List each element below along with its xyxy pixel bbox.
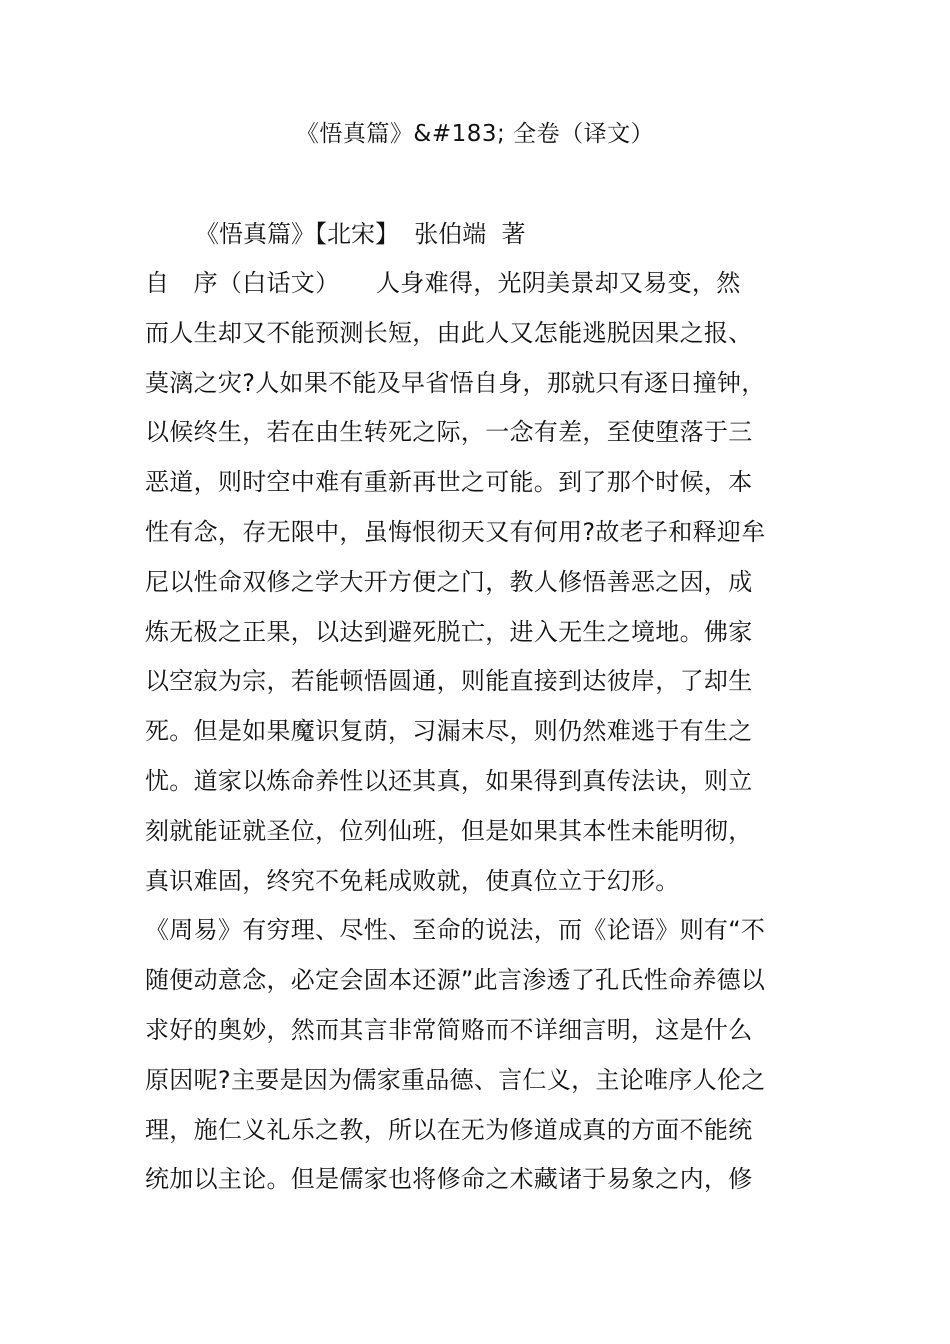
- text-line: 以候终生，若在由生转死之际，一念有差，至使堕落于三: [145, 418, 753, 447]
- text-line: 以空寂为宗，若能顿悟圆通，则能直接到达彼岸，了却生: [145, 667, 753, 696]
- text-line: 恶道，则时空中难有重新再世之可能。到了那个时候，本: [145, 468, 753, 497]
- text-line: 而人生却又不能预测长短，由此人又怎能逃脱因果之报、: [145, 318, 753, 347]
- text-line: 死。但是如果魔识复荫，习漏末尽，则仍然难逃于有生之: [145, 717, 753, 746]
- text-line: 尼以性命双修之学大开方便之门，教人修悟善恶之因，成: [145, 567, 753, 596]
- document-title: 《悟真篇》&#183; 全卷（译文）: [295, 121, 655, 147]
- text-line: 忧。道家以炼命养性以还其真，如果得到真传法诀，则立: [145, 766, 753, 795]
- text-line: 炼无极之正果，以达到避死脱亡，进入无生之境地。佛家: [145, 617, 753, 646]
- text-line: 性有念，存无限中，虽悔恨彻天又有何用?故老子和释迎牟: [145, 517, 766, 546]
- text-line: 理，施仁义礼乐之教，所以在无为修道成真的方面不能统: [145, 1115, 753, 1144]
- text-line: 《周易》有穷理、尽性、至命的说法，而《论语》则有“不: [145, 916, 766, 945]
- body-text: [145, 263, 805, 1209]
- text-line: 自 序（白话文） 人身难得，光阴美景却又易变，然: [145, 269, 741, 297]
- document-subtitle: 《悟真篇》【北宋】 张伯端 著: [195, 220, 526, 248]
- text-line: 刻就能证就圣位，位列仙班，但是如果其本性未能明彻，: [145, 816, 753, 845]
- text-line: 莫漓之灾?人如果不能及早省悟自身，那就只有逐日撞钟，: [145, 368, 766, 397]
- text-line: 求好的奥妙，然而其言非常简赂而不详细言明，这是什么: [145, 1015, 753, 1044]
- text-line: 随便动意念，必定会固本还源”此言渗透了孔氏性命养德以: [145, 966, 766, 995]
- text-line: 真识难固，终究不免耗成败就，使真位立于幻形。: [145, 866, 680, 895]
- text-line: 统加以主论。但是儒家也将修命之术藏诸于易象之内，修: [145, 1165, 753, 1194]
- text-line: 原因呢?主要是因为儒家重品德、言仁义，主论唯序人伦之: [145, 1065, 766, 1094]
